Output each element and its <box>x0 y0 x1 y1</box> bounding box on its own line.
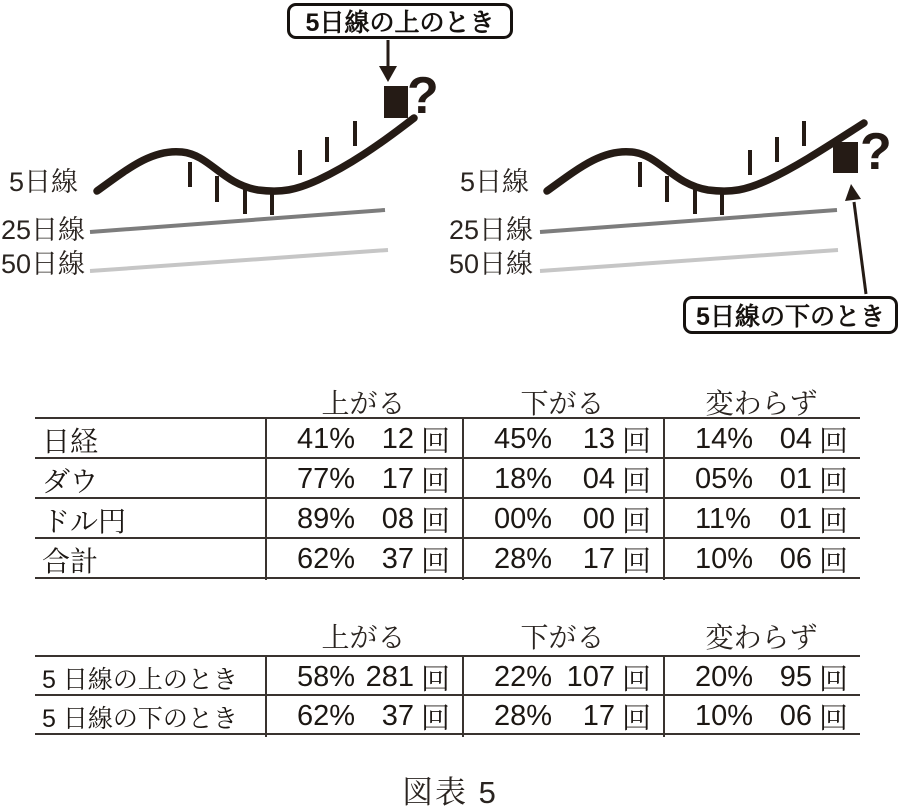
right-diagram <box>540 121 866 294</box>
unit-kai: 回 <box>818 664 848 696</box>
unit-kai: 回 <box>621 664 651 696</box>
cell-down: 22% 107 回 <box>462 657 663 698</box>
table-by-position <box>35 655 860 735</box>
cell-unchanged: 10% 06 回 <box>663 696 860 737</box>
cell-up: 89% 08 回 <box>265 499 462 540</box>
cell-up: 58% 281 回 <box>265 657 462 698</box>
cell-down: 28% 17 回 <box>462 539 663 580</box>
table-row <box>35 539 860 579</box>
unit-kai: 回 <box>420 426 450 458</box>
table-by-market <box>35 417 860 579</box>
table1-header-up: 上がる <box>321 388 406 419</box>
right-50day-line <box>540 250 838 271</box>
right-next-candle-square <box>833 142 858 173</box>
cell-down: 00% 00 回 <box>462 499 663 540</box>
row-label: ドル円 <box>42 505 127 537</box>
unit-kai: 回 <box>818 546 848 578</box>
table-row <box>35 499 860 539</box>
cell-unchanged: 11% 01 回 <box>663 499 860 540</box>
unit-kai: 回 <box>621 466 651 498</box>
cell-down: 28% 17 回 <box>462 696 663 737</box>
right-25day-label: 25日線 <box>449 215 534 245</box>
row-label: 5 日線の上のとき <box>42 665 238 694</box>
left-25day-line <box>90 210 385 232</box>
unit-kai: 回 <box>621 546 651 578</box>
right-25day-line <box>540 210 837 232</box>
figure-caption: 図表 5 <box>402 775 498 810</box>
cell-up: 62% 37 回 <box>265 539 462 580</box>
row-label: 5 日線の下のとき <box>42 704 238 733</box>
left-callout-arrow <box>379 40 397 82</box>
unit-kai: 回 <box>420 466 450 498</box>
table2-header-up: 上がる <box>321 622 406 653</box>
right-question-mark: ? <box>860 123 892 181</box>
table2-header-unchanged: 変わらず <box>705 622 818 653</box>
cell-unchanged: 05% 01 回 <box>663 459 860 500</box>
right-5day-curve <box>547 123 864 191</box>
left-25day-label: 25日線 <box>1 215 86 245</box>
table-row <box>35 657 860 696</box>
left-5day-label: 5日線 <box>9 167 79 197</box>
unit-kai: 回 <box>420 506 450 538</box>
left-50day-line <box>90 250 388 271</box>
table2-header-row <box>35 616 860 656</box>
left-5day-curve <box>97 118 414 191</box>
cell-unchanged: 10% 06 回 <box>663 539 860 580</box>
right-5day-label: 5日線 <box>460 167 530 197</box>
table2-header-down: 下がる <box>520 622 605 653</box>
unit-kai: 回 <box>818 506 848 538</box>
callout-below-5day-line: 5日線の下のとき <box>683 296 898 334</box>
unit-kai: 回 <box>818 703 848 735</box>
callout-above-5day-line: 5日線の上のとき <box>287 3 513 39</box>
left-question-mark: ? <box>407 67 439 125</box>
cell-up: 77% 17 回 <box>265 459 462 500</box>
unit-kai: 回 <box>621 703 651 735</box>
cell-up: 41% 12 回 <box>265 419 462 460</box>
unit-kai: 回 <box>818 426 848 458</box>
cell-unchanged: 14% 04 回 <box>663 419 860 460</box>
table-row <box>35 419 860 459</box>
row-label: 日経 <box>42 425 99 457</box>
right-50day-label: 50日線 <box>449 249 534 279</box>
row-label: ダウ <box>42 465 99 497</box>
cell-unchanged: 20% 95 回 <box>663 657 860 698</box>
cell-up: 62% 37 回 <box>265 696 462 737</box>
table1-header-row <box>35 382 860 422</box>
left-50day-label: 50日線 <box>1 249 86 279</box>
unit-kai: 回 <box>621 506 651 538</box>
table1-header-unchanged: 変わらず <box>705 388 818 419</box>
table1-header-down: 下がる <box>520 388 605 419</box>
row-label: 合計 <box>42 545 99 577</box>
unit-kai: 回 <box>420 664 450 696</box>
unit-kai: 回 <box>818 466 848 498</box>
cell-down: 18% 04 回 <box>462 459 663 500</box>
left-diagram <box>90 40 414 271</box>
left-next-candle-square <box>384 86 408 118</box>
table-row <box>35 459 860 499</box>
unit-kai: 回 <box>420 546 450 578</box>
cell-down: 45% 13 回 <box>462 419 663 460</box>
unit-kai: 回 <box>420 703 450 735</box>
right-callout-arrow <box>845 184 866 294</box>
unit-kai: 回 <box>621 426 651 458</box>
table-row <box>35 696 860 735</box>
